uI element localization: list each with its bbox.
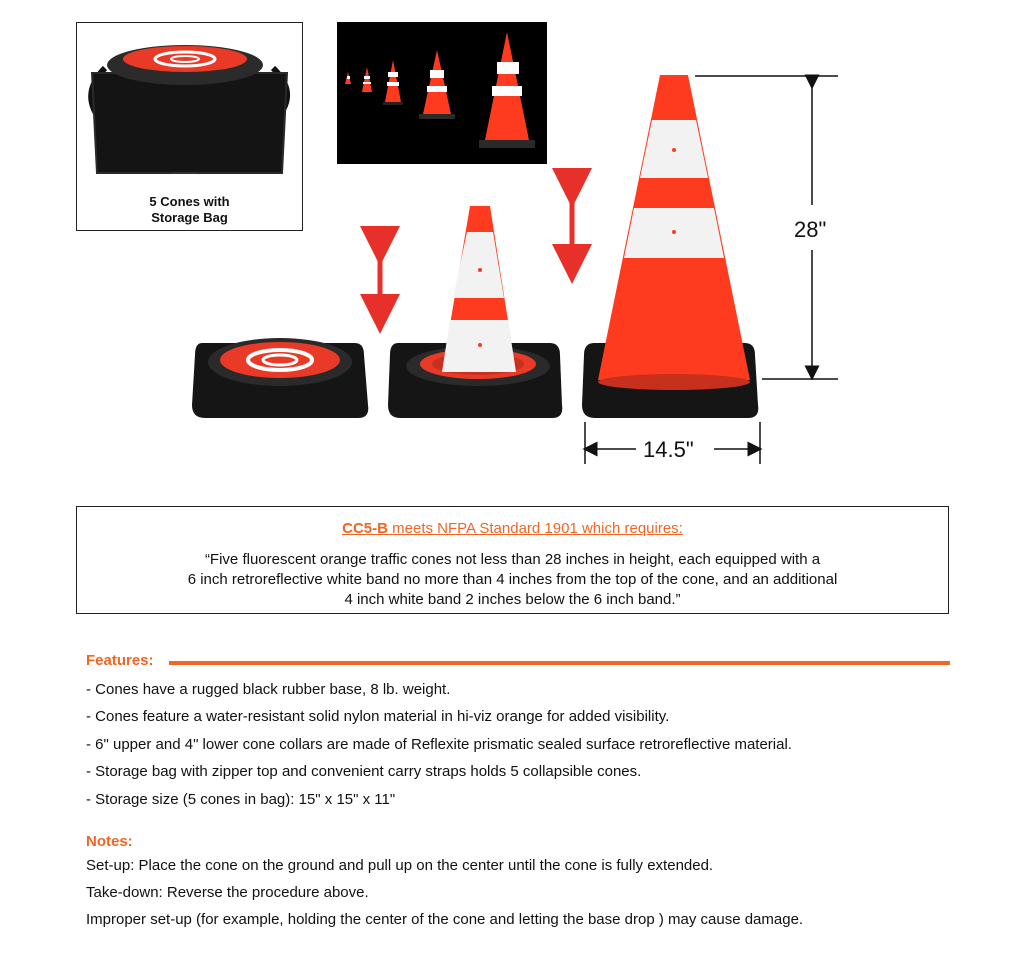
features-title: Features: xyxy=(86,652,154,669)
feature-item: - 6" upper and 4" lower cone collars are made of Reflexite prismatic sealed surface retroreflective material. xyxy=(86,736,792,753)
nfpa-quote: “Five fluorescent orange traffic cones not less than 28 inches in height, each equipped with a 6 inch retroreflective white band no more than 4 inches from the top of the cone, and an additional 4 inch white band 2 inches below the 6 inch band.” xyxy=(187,551,838,608)
height-dimension-label: 28" xyxy=(794,217,827,242)
feature-item: - Cones have a rugged black rubber base, 8 lb. weight. xyxy=(86,681,451,698)
note-line: Take-down: Reverse the procedure above. xyxy=(86,884,369,901)
full-extended-cone xyxy=(582,75,758,418)
width-dimension-label: 14.5" xyxy=(643,437,694,462)
nfpa-heading-text: meets NFPA Standard 1901 which requires: xyxy=(392,520,683,537)
collapsed-cone xyxy=(192,338,368,418)
bag-caption: 5 Cones with Storage Bag xyxy=(149,194,230,225)
note-line: Set-up: Place the cone on the ground and pull up on the center until the cone is fully extended. xyxy=(86,857,714,874)
feature-item: - Storage size (5 cones in bag): 15" x 15" x 11" xyxy=(86,791,396,808)
half-extended-cone xyxy=(388,206,562,418)
notes-title: Notes: xyxy=(86,833,133,850)
note-line: Improper set-up (for example, holding the center of the cone and letting the base drop ) may cause damage. xyxy=(86,911,804,928)
product-code: CC5-B xyxy=(342,520,388,537)
features-divider xyxy=(169,661,950,665)
nfpa-standard-box xyxy=(76,506,949,614)
cone-sequence-graphic xyxy=(180,60,900,480)
nfpa-heading xyxy=(77,520,948,537)
feature-item: - Cones feature a water-resistant solid nylon material in hi-viz orange for added visibility. xyxy=(86,708,670,725)
feature-item: - Storage bag with zipper top and convenient carry straps holds 5 collapsible cones. xyxy=(86,763,642,780)
